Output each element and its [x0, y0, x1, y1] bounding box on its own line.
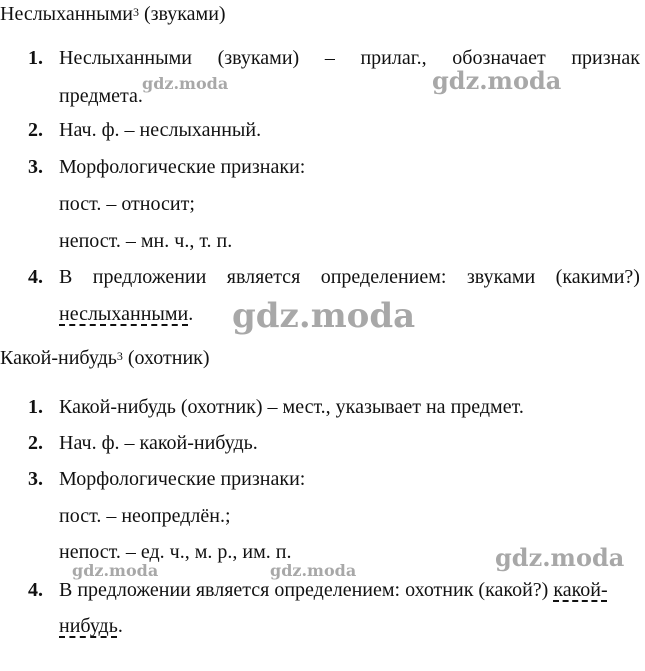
section1-heading-rest: (звуками)	[138, 3, 226, 25]
item-number: 4.	[28, 266, 43, 288]
item-text: Какой-нибудь (охотник) – мест., указывает на предмет.	[59, 396, 524, 418]
word: признак	[571, 47, 640, 69]
word: Неслыханными	[59, 47, 192, 69]
watermark-logo: gdz.moda	[72, 561, 159, 580]
word: В	[59, 266, 73, 288]
section1-heading-sup: 3	[132, 5, 139, 19]
watermark-logo: gdz.moda	[232, 296, 416, 336]
period: .	[188, 303, 194, 325]
section2-heading-word: Какой-нибудь	[0, 347, 117, 369]
item-number: 3.	[28, 468, 43, 490]
const-features: пост. – неопредлён.;	[59, 505, 231, 527]
item-4-line1	[59, 265, 640, 289]
word: определением:	[320, 266, 447, 288]
watermark-logo: gdz.moda	[142, 74, 229, 93]
nonconst-features: непост. – ед. ч., м. р., им. п.	[59, 541, 292, 563]
item-text: Нач. ф. – какой-нибудь.	[59, 432, 258, 454]
section1-heading	[0, 2, 226, 26]
section2-heading	[0, 346, 210, 370]
item-text: Нач. ф. – неслыханный.	[59, 119, 262, 141]
item-4-line2	[59, 614, 123, 638]
word: обозначает	[452, 47, 546, 69]
watermark-logo: gdz.moda	[270, 561, 357, 580]
watermark-logo: gdz.moda	[432, 66, 562, 95]
item-4-line1	[59, 578, 640, 602]
underlined-word: какой-	[553, 579, 608, 601]
item-1-line2: предмета.	[59, 85, 143, 107]
word: является	[226, 266, 301, 288]
item-text: В предложении является определением: охотник (какой?)	[59, 579, 554, 601]
word: –	[324, 47, 335, 69]
const-features: пост. – относит;	[59, 193, 195, 215]
word: предложении	[92, 266, 207, 288]
item-number: 1.	[28, 47, 43, 69]
section1-heading-word: Неслыханными	[0, 3, 133, 25]
word: (какими?)	[555, 266, 640, 288]
section2-heading-sup: 3	[116, 349, 123, 363]
item-text: Морфологические признаки:	[59, 156, 306, 178]
item-number: 2.	[28, 432, 43, 454]
item-number: 4.	[28, 579, 43, 601]
item-number: 1.	[28, 396, 43, 418]
word: прилаг.,	[360, 47, 427, 69]
item-number: 2.	[28, 119, 43, 141]
underlined-word: нибудь	[59, 615, 118, 637]
item-number: 3.	[28, 156, 43, 178]
item-4-line2	[59, 302, 193, 326]
word: звуками	[466, 266, 536, 288]
item-text: Морфологические признаки:	[59, 468, 306, 490]
watermark-logo: gdz.moda	[495, 543, 625, 572]
period: .	[117, 615, 123, 637]
nonconst-features: непост. – мн. ч., т. п.	[59, 230, 233, 252]
word: (звуками)	[217, 47, 300, 69]
section2-heading-rest: (охотник)	[122, 347, 210, 369]
underlined-word: неслыханными	[59, 303, 189, 325]
